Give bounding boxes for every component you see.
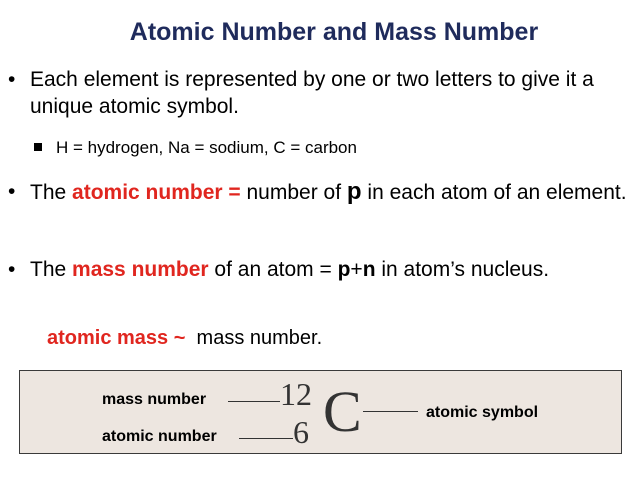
atomic-number-term: atomic number = xyxy=(72,181,241,204)
bullet-atomic-number xyxy=(8,178,628,206)
atomic-number-leader-line xyxy=(239,438,293,439)
slide-title: Atomic Number and Mass Number xyxy=(129,18,539,46)
bullet-dot: • xyxy=(8,68,16,91)
bullet-mass-number xyxy=(8,256,628,283)
element-symbol: C xyxy=(323,379,362,444)
bullet-text: Each element is represented by one or two letters to give it a unique atomic symbol. xyxy=(30,68,594,118)
bullet-text: The atomic number = number of p in each atom of an element. xyxy=(30,178,627,205)
atomic-number-value: 6 xyxy=(293,414,309,450)
proton-symbol: p xyxy=(346,178,362,205)
atomic-mass-rest: mass number. xyxy=(196,327,323,349)
square-bullet-icon xyxy=(34,143,42,151)
mass-number-leader-line xyxy=(228,401,280,402)
neutron-symbol: n xyxy=(362,258,376,281)
mass-number-value: 12 xyxy=(280,376,312,412)
bullet-dot: • xyxy=(8,258,16,281)
sub-bullet-examples xyxy=(34,137,357,159)
mass-number-label: mass number xyxy=(102,391,207,408)
atomic-mass-term: atomic mass ~ xyxy=(47,327,186,349)
atomic-symbol-leader-line xyxy=(363,411,418,412)
atomic-symbol-label: atomic symbol xyxy=(426,404,539,421)
bullet-dot: • xyxy=(8,180,16,203)
atomic-number-label: atomic number xyxy=(102,428,217,445)
atomic-mass-note xyxy=(47,327,322,350)
sub-bullet-text: H = hydrogen, Na = sodium, C = carbon xyxy=(56,138,357,157)
bullet-element-symbol xyxy=(8,66,628,120)
mass-number-term: mass number xyxy=(72,258,209,281)
proton-symbol: p xyxy=(337,258,351,281)
bullet-text: The mass number of an atom = p+n in atom’s nucleus. xyxy=(30,258,550,281)
isotope-notation-diagram xyxy=(19,370,622,454)
